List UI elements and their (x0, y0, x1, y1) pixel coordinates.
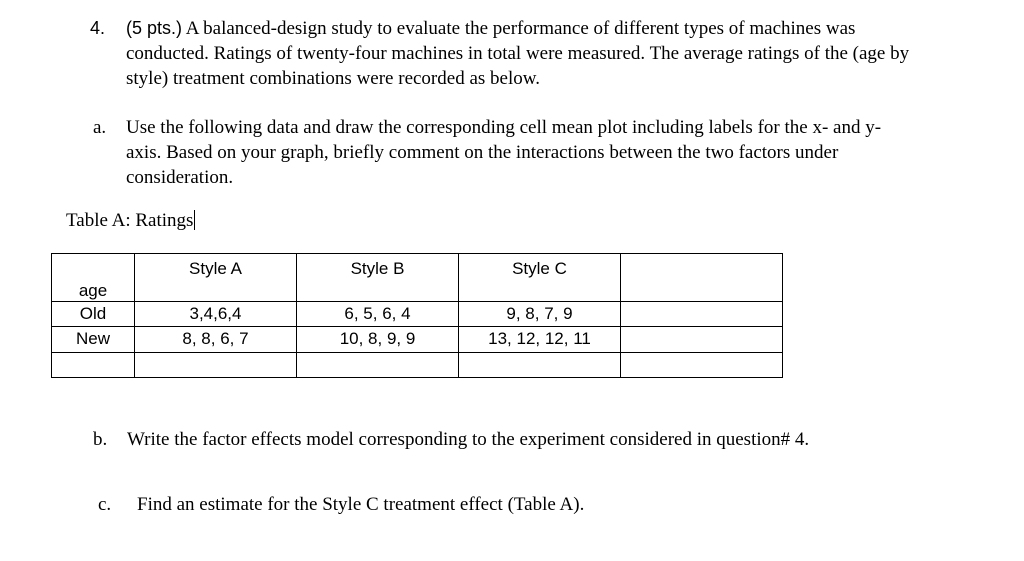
part-b-text: Write the factor effects model corresponding to the experiment considered in question# 4. (127, 429, 810, 450)
column-header (621, 254, 783, 302)
part-b-label: b. (93, 429, 108, 450)
row-label: New (52, 327, 135, 353)
row-label: Old (52, 302, 135, 327)
table-title-text: Table A: Ratings (66, 210, 194, 231)
part-c-text: Find an estimate for the Style C treatment effect (Table A). (137, 494, 585, 515)
table-row (52, 327, 783, 353)
table-corner-cell (52, 254, 135, 302)
table-row-empty (52, 353, 783, 378)
table-row (52, 302, 783, 327)
part-a-label: a. (93, 117, 107, 138)
part-c-label: c. (98, 494, 112, 515)
column-header: Style C (459, 254, 621, 302)
question-number: 4. (90, 18, 106, 38)
table-cell: 13, 12, 12, 11 (459, 327, 621, 353)
table-header-row (52, 254, 783, 302)
question-intro (126, 16, 926, 91)
question-intro-text: A balanced-design study to evaluate the performance of different types of machines was conducted. Ratings of twenty-four machines in total were measured. The average ratings of the (age by style) treatment combinations were recorded as below. (126, 18, 910, 89)
part-a-text: Use the following data and draw the corresponding cell mean plot including labels for the x- and y-axis. Based on your graph, briefly comment on the interactions between the two factors under consideration. (126, 117, 882, 188)
table-cell (621, 327, 783, 353)
ratings-table (51, 253, 783, 378)
table-cell: 10, 8, 9, 9 (297, 327, 459, 353)
column-header: Style A (135, 254, 297, 302)
table-cell (459, 353, 621, 378)
table-cell: 8, 8, 6, 7 (135, 327, 297, 353)
table-cell (52, 353, 135, 378)
table-cell (135, 353, 297, 378)
table-cell (621, 353, 783, 378)
table-title (66, 208, 195, 233)
table-cell (297, 353, 459, 378)
row-header-age: age (78, 281, 108, 300)
column-header: Style B (297, 254, 459, 302)
question-points: (5 pts.) (126, 18, 183, 38)
table-cell: 6, 5, 6, 4 (297, 302, 459, 327)
text-cursor (194, 210, 195, 230)
table-cell: 3,4,6,4 (135, 302, 297, 327)
table-cell: 9, 8, 7, 9 (459, 302, 621, 327)
table-cell (621, 302, 783, 327)
